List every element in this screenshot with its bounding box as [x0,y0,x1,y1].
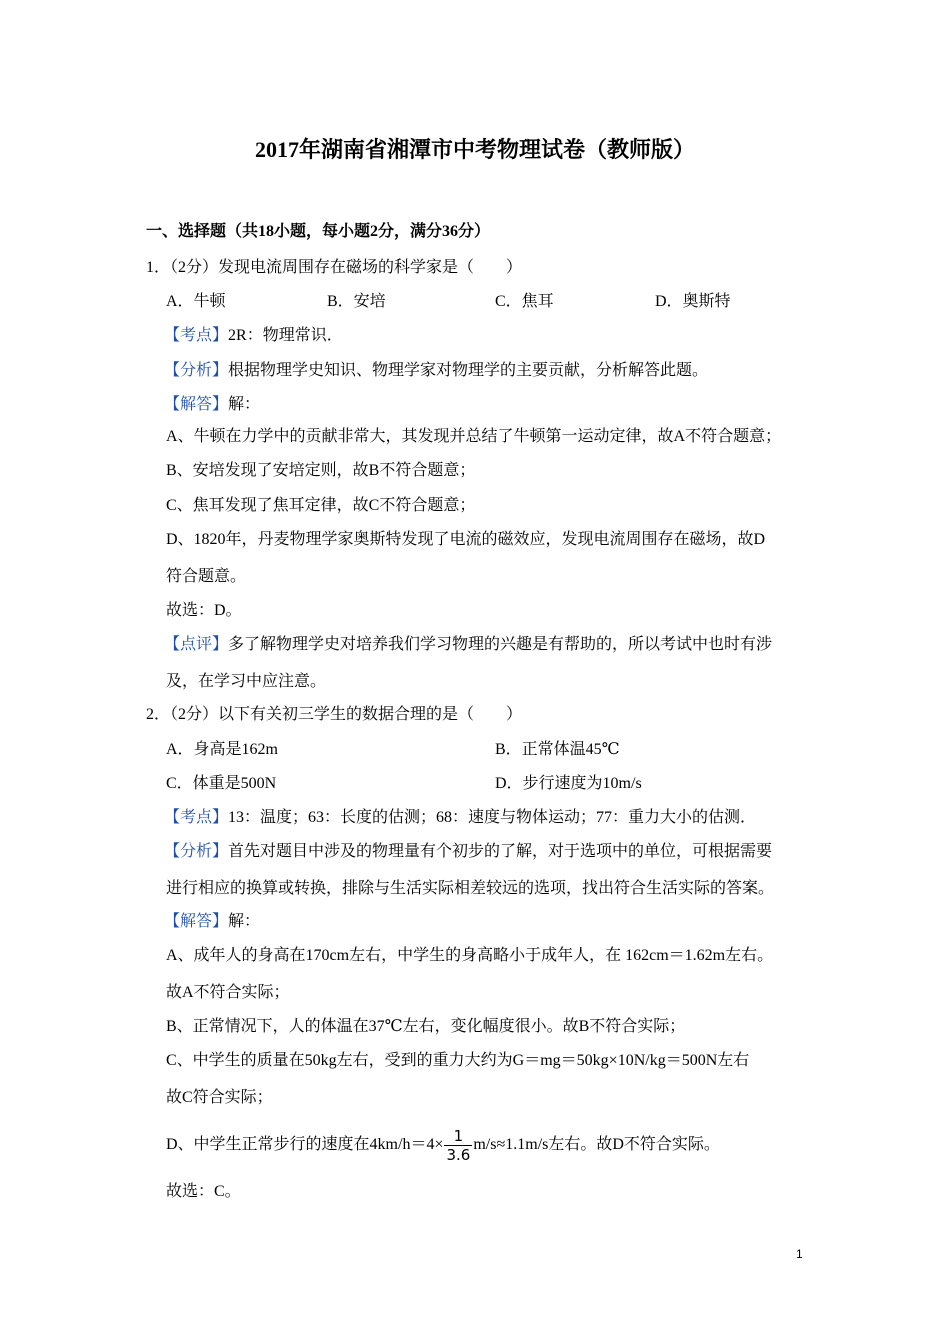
q2-line-b: B、正常情况下，人的体温在37℃左右，变化幅度很小。故B不符合实际； [166,1018,686,1035]
dianping-tag: 【点评】 [164,636,229,653]
section-heading: 一、选择题（共18小题，每小题2分，满分36分） [146,223,491,240]
kaodian-tag: 【考点】 [164,809,229,826]
q1-answer: 故选：D。 [166,602,242,619]
q1-line-a: A、牛顿在力学中的贡献非常大，其发现并总结了牛顿第一运动定律，故A不符合题意； [166,428,782,445]
fraction-numerator: 1 [453,1126,464,1145]
q2-line-a: A、成年人的身高在170cm左右，中学生的身高略小于成年人，在 162cm＝1.62m左右。 [166,947,774,964]
q2-line-d [166,1124,720,1166]
jieda-tag: 【解答】 [164,396,229,413]
q2-fenxi [164,842,772,862]
q2-jieda-text: 解： [228,913,261,930]
page-title: 2017年湖南省湘潭市中考物理试卷（教师版） [254,137,695,162]
q2-line-c-cont: 故C符合实际； [166,1089,273,1106]
fraction [444,1127,472,1164]
q2-stem: 2．（2分）以下有关初三学生的数据合理的是（ ） [146,706,523,723]
q2-line-a-cont: 故A不符合实际； [166,984,290,1001]
q2-answer: 故选：C。 [166,1183,241,1200]
q2-line-d-pre: D、中学生正常步行的速度在4km/h＝4× [166,1136,444,1153]
q2-fenxi-cont: 进行相应的换算或转换，排除与生活实际相差较远的选项，找出符合生活实际的答案。 [166,880,775,897]
q1-line-d-cont: 符合题意。 [166,568,247,585]
q1-jieda [164,395,260,415]
q2-option-c: C．体重是500N [166,775,277,792]
q1-line-b: B、安培发现了安培定则，故B不符合题意； [166,462,476,479]
q2-fenxi-text: 首先对题目中涉及的物理量有个初步的了解，对于选项中的单位，可根据需要 [228,843,773,860]
q1-line-d: D、1820年，丹麦物理学家奥斯特发现了电流的磁效应，发现电流周围存在磁场，故D [166,531,766,548]
q2-line-d-post: m/s≈1.1m/s左右。故D不符合实际。 [473,1136,720,1153]
q1-fenxi [164,361,708,381]
q1-line-c: C、焦耳发现了焦耳定律，故C不符合题意； [166,497,476,514]
q2-jieda [164,912,260,932]
q2-option-d: D．步行速度为10m/s [495,775,642,792]
page-number: 1 [796,1247,803,1261]
q1-jieda-text: 解： [228,396,261,413]
q2-option-a: A．身高是162m [166,741,279,758]
fraction-denominator: 3.6 [446,1145,471,1164]
q2-kaodian-text: 13：温度；63：长度的估测；68：速度与物体运动；77：重力大小的估测． [228,809,757,826]
q2-kaodian [164,808,756,828]
q2-line-c: C、中学生的质量在50kg左右，受到的重力大约为G＝mg＝50kg×10N/kg＝500N左右 [166,1052,750,1069]
jieda-tag: 【解答】 [164,913,229,930]
q1-fenxi-text: 根据物理学史知识、物理学家对物理学的主要贡献，分析解答此题。 [228,362,709,379]
kaodian-tag: 【考点】 [164,327,229,344]
q1-option-d: D．奥斯特 [655,293,731,310]
q1-kaodian-text: 2R：物理常识． [228,327,343,344]
q1-kaodian [164,326,343,346]
q1-stem: 1．（2分）发现电流周围存在磁场的科学家是（ ） [146,259,523,276]
q1-option-b: B．安培 [327,293,386,310]
q1-option-a: A．牛顿 [166,293,226,310]
q1-dianping-cont: 及，在学习中应注意。 [166,673,327,690]
q2-option-b: B．正常体温45℃ [495,741,620,758]
q1-dianping [164,635,772,655]
fenxi-tag: 【分析】 [164,362,229,379]
q1-option-c: C．焦耳 [495,293,554,310]
q1-dianping-text: 多了解物理学史对培养我们学习物理的兴趣是有帮助的，所以考试中也时有涉 [228,636,773,653]
fenxi-tag: 【分析】 [164,843,229,860]
